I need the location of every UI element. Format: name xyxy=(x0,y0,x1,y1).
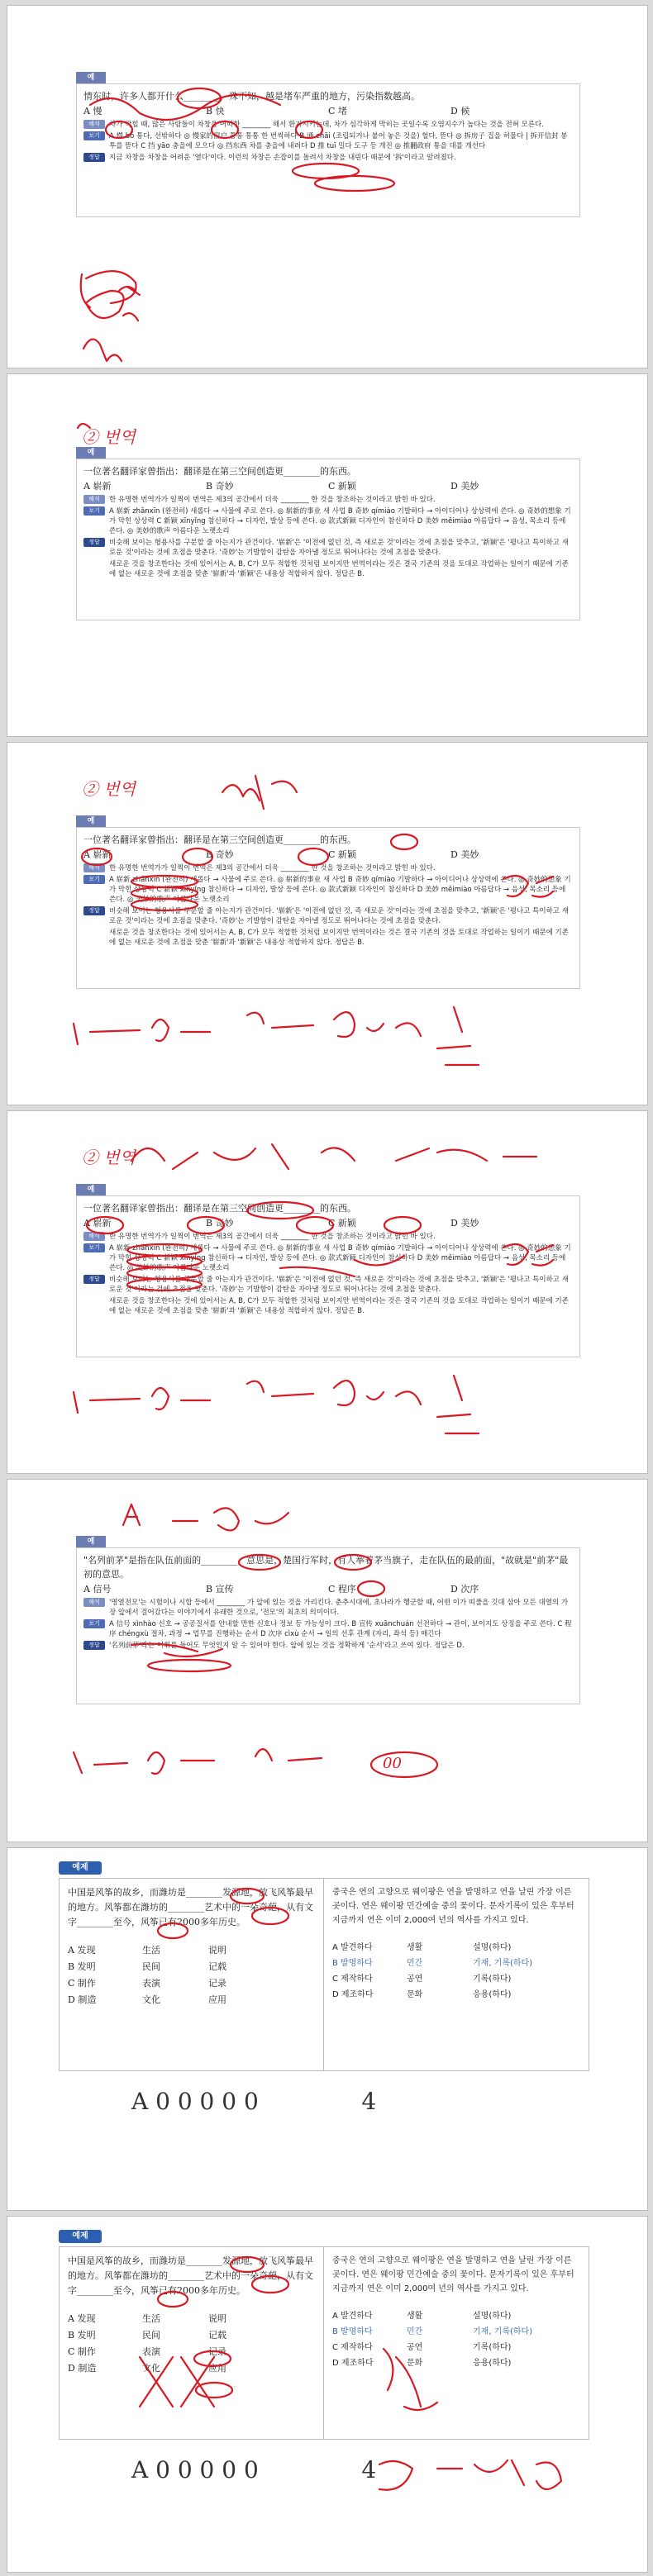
example-tag: 예 xyxy=(76,72,106,83)
option-list xyxy=(83,1584,573,1595)
opt-c-1: C 制作 xyxy=(68,2346,96,2357)
kopt-c-2: 공연 xyxy=(407,2343,423,2352)
example-tag: 예 xyxy=(76,815,106,827)
opt-c-1: C 制作 xyxy=(68,1978,96,1989)
section-label: 해석 xyxy=(83,1232,105,1241)
opt-a-1: A 发现 xyxy=(68,2313,96,2324)
opt-c-2: 表演 xyxy=(142,1978,160,1989)
option-a: A 信号 xyxy=(83,1584,112,1595)
opt-d-3: 应用 xyxy=(208,1994,226,2005)
section-label xyxy=(83,559,105,568)
kopt-c-3: 기록(하다) xyxy=(473,2343,512,2352)
option-c: C 新颖 xyxy=(328,849,356,860)
chinese-passage: 中国是风筝的故乡，而潍坊是________发源地，放飞风筝最早的地方。风筝都在潍坊的________艺术中的一朵奇葩，从有文字________至今，风筝已有2000多年历史。 xyxy=(68,2255,313,2296)
question-card xyxy=(76,459,580,620)
kopt-a-3: 설명(하다) xyxy=(473,2312,512,2321)
chinese-passage: 中国是风筝的故乡，而潍坊是________发源地，放飞风筝最早的地方。风筝都在潍坊的________艺术中的一朵奇葩，从有文字________至今，风筝已有2000多年历史。 xyxy=(68,1887,313,1927)
opt-b-1: B 发明 xyxy=(68,2330,96,2341)
handwritten-heading: ② 번역 xyxy=(82,1148,136,1167)
section-label: 보기 xyxy=(83,131,105,140)
opt-b-3: 记载 xyxy=(208,1961,226,1972)
kopt-d-2: 문화 xyxy=(407,2359,423,2368)
slide-6 xyxy=(7,1847,648,2211)
kopt-a-3: 설명(하다) xyxy=(473,1943,512,1952)
options-explain-text: A 崭新 zhǎnxīn (완전히) 새롭다 → 사물에 주로 쓴다. ◎ 崭新的事业 새 사업 B 奇妙 qímiào 기발하다 → 아이디어나 상상력에 쓴다. ◎ 奇妙的想象 기가 막힌 상상력 C 新颖 xīnyǐng 참신하다 → 디자인, 발상 등에 쓴다. ◎ 款式新颖 디자인이 참신하다 D 美妙 měimiào 아름답다 → 음성, 목소리 등에 쓴다. ◎ 美妙的歌声 아름다운 노랫소리 xyxy=(109,876,571,904)
section-label: 보기 xyxy=(83,875,105,884)
slide-5 xyxy=(7,1479,648,1842)
option-d: D 候 xyxy=(450,106,470,116)
section-label: 해석 xyxy=(83,495,105,504)
section-label: 정답 xyxy=(83,1641,105,1650)
example-tag: 예 xyxy=(76,1536,106,1547)
opt-c-3: 记录 xyxy=(208,2346,226,2357)
korean-options xyxy=(332,2309,580,2370)
slide-4 xyxy=(7,1110,648,1474)
question-text: 情东时，许多人都开什么________，殊不知，越是堵车严重的地方，污染指数越高。 xyxy=(83,91,420,102)
kopt-d-3: 응용(하다) xyxy=(473,2359,512,2368)
answer-text-continued: 새로운 것을 창조한다는 것에 있어서는 A, B, C가 모두 적합한 것처럼 보이지만 번역이라는 것은 결국 기존의 것을 토대로 작업하는 일이기 때문에 기존에 없는 새로운 것에 초점을 맞춘 '崭新'과 '新颖'은 내용상 적합하지 않다. 정답은 B. xyxy=(109,1297,569,1315)
kopt-d-1: D 제조하다 xyxy=(332,2359,374,2368)
example-tag: 예 xyxy=(76,1184,106,1195)
opt-d-1: D 制造 xyxy=(68,2363,97,2374)
opt-b-2: 民间 xyxy=(142,1961,160,1972)
section-label: 보기 xyxy=(83,1619,105,1628)
translation-text: 한 유명한 번역가가 일찍이 번역은 제3의 공간에서 더욱 ________ 한 것을 창조하는 것이라고 밝힌 바 있다. xyxy=(109,496,436,504)
opt-d-3: 应用 xyxy=(208,2363,226,2374)
kopt-b-1: B 발명하다 xyxy=(332,2327,373,2336)
question-card xyxy=(76,1547,580,1704)
chinese-column xyxy=(60,1879,324,2070)
opt-b-1: B 发明 xyxy=(68,1961,96,1972)
slide-2 xyxy=(7,373,648,737)
option-a: A 慢 xyxy=(83,106,102,116)
kopt-c-3: 기록(하다) xyxy=(473,1975,512,1984)
example-badge: 예제 xyxy=(59,2230,102,2243)
kopt-d-3: 응용(하다) xyxy=(473,1990,512,1999)
option-c: C 新颖 xyxy=(328,1218,356,1229)
section-label: 정답 xyxy=(83,538,105,547)
question-text: "名列前茅"是指在队伍前面的________，意思是，楚国行军时，有人举着茅当旗子，走在队伍的最前面，"故就是"前茅"最初的意思。 xyxy=(83,1555,569,1580)
kopt-a-1: A 발견하다 xyxy=(332,1943,373,1952)
kopt-d-2: 문화 xyxy=(407,1990,423,1999)
korean-passage: 중국은 연의 고향으로 웨이팡은 연을 발명하고 연을 날린 가장 이른 곳이다. 연은 웨이팡 민간예술 중의 꽃이다. 문자기록이 있은 후부터 지금까지 연은 이미 2,000여 년의 역사를 가지고 있다. xyxy=(332,1888,574,1925)
kopt-b-2: 민간 xyxy=(407,1959,423,1968)
option-d: D 美妙 xyxy=(450,481,479,492)
opt-d-1: D 制造 xyxy=(68,1994,97,2005)
slide-3 xyxy=(7,742,648,1105)
section-label: 정답 xyxy=(83,1275,105,1284)
question-card xyxy=(76,827,580,989)
option-b: B 宣传 xyxy=(206,1584,234,1595)
translation-text: 한 유명한 번역가가 일찍이 번역은 제3의 공간에서 더욱 ________ 한 것을 창조하는 것이라고 밝힌 바 있다. xyxy=(109,1233,436,1241)
handwritten-answer: 00 xyxy=(383,1755,402,1772)
translation-text: 한 유명한 번역가가 일찍이 번역은 제3의 공간에서 더욱 ________ 한 것을 창조하는 것이라고 밝힌 바 있다. xyxy=(109,864,436,872)
options-explain-text: A 信号 xìnhào 신호 → 공공질서를 안내할 만한 신호나 정보 등 가능성이 크다. B 宣传 xuānchuán 선전하다 → 관이, 보이지도 상징을 주로 쓴다. C 程序 chéngxù 절차, 과정 → 업무를 진행하는 순서 D 次序 cìxù 순서 → 일의 선후 관계 (자리, 좌석 등) 매긴다 xyxy=(109,1620,572,1638)
kopt-a-2: 생활 xyxy=(407,1943,423,1952)
slide-1 xyxy=(7,5,648,368)
option-a: A 崭新 xyxy=(83,1218,112,1229)
options-explain-text: A 崭新 zhǎnxīn (완전히) 새롭다 → 사물에 주로 쓴다. ◎ 崭新的事业 새 사업 B 奇妙 qímiào 기발하다 → 아이디어나 상상력에 쓴다. ◎ 奇妙的想象 기가 막힌 상상력 C 新颖 xīnyǐng 참신하다 → 디자인, 발상 등에 쓴다. ◎ 款式新颖 디자인이 참신하다 D 美妙 měimiào 아름답다 → 음성, 목소리 등에 쓴다. ◎ 美妙的歌声 아름다운 노랫소리 xyxy=(109,1244,571,1272)
answer-text: 비슷해 보이는 형용사를 구분할 줄 아는지가 관건이다. '崭新'은 '이전에 없던 것, 즉 새로운 것'이라는 것에 초점을 맞추고, '新颖'은 '평나고 특이하고 새로운 것'이라는 것에 초점을 맞춘다. '奇妙'는 기발함이 감탄을 자아낼 정도로 뛰어나다는 것에 초점을 맞춘다. xyxy=(109,539,569,557)
section-label xyxy=(83,1296,105,1305)
handwritten-heading: ② 번역 xyxy=(82,779,136,799)
section-label: 보기 xyxy=(83,1243,105,1252)
option-a: A 崭新 xyxy=(83,849,112,860)
question-card xyxy=(76,83,580,217)
section-label xyxy=(83,928,105,937)
opt-b-2: 民间 xyxy=(142,2330,160,2341)
kopt-b-2: 민간 xyxy=(407,2327,423,2336)
kopt-c-1: C 제작하다 xyxy=(332,2343,373,2352)
answer-text: 지금 차창을 차창을 어려운 '열다'이다. 이런의 차창은 손잡이를 돌려서 차창을 내린다 때문에 '拆'이라고 알려졌다. xyxy=(109,154,456,162)
opt-a-2: 生活 xyxy=(142,1945,160,1956)
example-table xyxy=(59,1878,589,2071)
option-list xyxy=(83,849,573,860)
options-explain-text: A 崭新 zhǎnxīn (완전히) 새롭다 → 사물에 주로 쓴다. ◎ 崭新的事业 새 사업 B 奇妙 qímiào 기발하다 → 아이디어나 상상력에 쓴다. ◎ 奇妙的想象 기가 막힌 상상력 C 新颖 xīnyǐng 참신하다 → 디자인, 발상 등에 쓴다. ◎ 款式新颖 디자인이 참신하다 D 美妙 měimiào 아름답다 → 음성, 목소리 등에 쓴다. ◎ 美妙的歌声 아름다운 노랫소리 xyxy=(109,507,571,535)
section-label: 해석 xyxy=(83,120,105,129)
option-a: A 崭新 xyxy=(83,481,112,492)
kopt-a-1: A 발견하다 xyxy=(332,2312,373,2321)
kopt-c-2: 공연 xyxy=(407,1975,423,1984)
korean-column xyxy=(324,2247,589,2439)
opt-c-3: 记录 xyxy=(208,1978,226,1989)
question-text: 一位著名翻译家曾指出：翻译是在第三空间创造更________的东西。 xyxy=(83,1203,356,1214)
korean-options xyxy=(332,1941,580,2002)
slide-7 xyxy=(7,2216,648,2573)
options-explain-text: A 慢 bó 통다, 선밖하다 ◎ 慢家的窗户 통통 통통 한 번씩하다 B 通 chāi (조립되거나 붙어 놓은 것을) 헐다, 뜯다 ◎ 拆房子 집을 허물다 | 拆开信封 봉투를 뜯다 C 挡 yāo 충을에 모으다 ◎ 挡东西 차를 충을에 내려다 D 推 tuī 밀다 도구 등 개진 ◎ 推翻政府 통을 대를 개선다 xyxy=(109,132,568,150)
option-c: C 程序 xyxy=(328,1584,356,1595)
translation-text: 차가 막힐 때, 많은 사람들이 차창을 어떠한 ________ 해서 환기시키는데, 차가 심각하게 막히는 곳일수록 오염지수가 높다는 것을 전혀 모른다. xyxy=(109,121,544,129)
opt-a-3: 说明 xyxy=(208,2313,226,2324)
option-d: D 次序 xyxy=(450,1584,479,1595)
option-b: B 快 xyxy=(206,106,225,116)
section-label: 정답 xyxy=(83,906,105,915)
answer-text-continued: 새로운 것을 창조한다는 것에 있어서는 A, B, C가 모두 적합한 것처럼 보이지만 번역이라는 것은 결국 기존의 것을 토대로 작업하는 일이기 때문에 기존에 없는 새로운 것에 초점을 맞춘 '崭新'과 '新颖'은 내용상 적합하지 않다. 정답은 B. xyxy=(109,929,569,947)
option-d: D 美妙 xyxy=(450,849,479,860)
example-tag: 예 xyxy=(76,447,106,459)
handwritten-heading: ② 번역 xyxy=(82,427,136,447)
section-label: 해석 xyxy=(83,1598,105,1607)
opt-c-2: 表演 xyxy=(142,2346,160,2357)
option-list xyxy=(83,1218,573,1229)
example-badge: 예제 xyxy=(59,1861,102,1875)
question-text: 一位著名翻译家曾指出：翻译是在第三空间创造更________的东西。 xyxy=(83,466,356,477)
kopt-b-1: B 발명하다 xyxy=(332,1959,373,1968)
opt-d-2: 文化 xyxy=(142,1994,160,2005)
kopt-a-2: 생활 xyxy=(407,2312,423,2321)
korean-column xyxy=(324,1879,589,2070)
kopt-c-1: C 제작하다 xyxy=(332,1975,373,1984)
handwritten-scratch: A 0 0 0 0 0 4 xyxy=(131,2456,377,2483)
answer-text: '名列前茅'라는 어휘를 들어도 무엇인지 알 수 있어야 한다. 앞에 있는 것을 정확하게 '순서'라고 쓰여 있다. 정답은 D. xyxy=(109,1642,465,1650)
option-b: B 奇妙 xyxy=(206,849,234,860)
chinese-options xyxy=(68,2312,315,2376)
translation-text: '명열전모'는 시험이나 시합 등에서 ________ 가 앞에 있는 것을 가리킨다. 춘추시대에, 초나라가 행군할 때, 어떤 이가 띠풀을 깃대 삼아 모든 대열의 가장 앞에서 걸어갔다는 이야기에서 유래한 것으로, '전모'의 최초의 의미이다. xyxy=(109,1599,569,1617)
answer-text-continued: 새로운 것을 창조한다는 것에 있어서는 A, B, C가 모두 적합한 것처럼 보이지만 번역이라는 것은 결국 기존의 것을 토대로 작업하는 일이기 때문에 기존에 없는 새로운 것에 초점을 맞춘 '崭新'과 '新颖'은 내용상 적합하지 않다. 정답은 B. xyxy=(109,560,569,578)
example-table xyxy=(59,2246,589,2440)
option-b: B 奇妙 xyxy=(206,481,234,492)
opt-d-2: 文化 xyxy=(142,2363,160,2374)
option-b: B 奇妙 xyxy=(206,1218,234,1229)
option-list xyxy=(83,481,573,492)
option-d: D 美妙 xyxy=(450,1218,479,1229)
answer-text: 비슷해 보이는 형용사를 구분할 줄 아는지가 관건이다. '崭新'은 '이전에 없던 것, 즉 새로운 것'이라는 것에 초점을 맞추고, '新颖'은 '평나고 특이하고 새로운 것'이라는 것에 초점을 맞춘다. '奇妙'는 기발함이 감탄을 자아낼 정도로 뛰어나다는 것에 초점을 맞춘다. xyxy=(109,1276,569,1294)
section-label: 보기 xyxy=(83,506,105,516)
opt-a-3: 说明 xyxy=(208,1945,226,1956)
kopt-d-1: D 제조하다 xyxy=(332,1990,374,1999)
answer-text: 비슷해 보이는 형용사를 구분할 줄 아는지가 관건이다. '崭新'은 '이전에 없던 것, 즉 새로운 것'이라는 것에 초점을 맞추고, '新颖'은 '평나고 특이하고 새로운 것'이라는 것에 초점을 맞춘다. '奇妙'는 기발함이 감탄을 자아낼 정도로 뛰어나다는 것에 초점을 맞춘다. xyxy=(109,907,569,925)
opt-a-1: A 发现 xyxy=(68,1945,96,1956)
question-card xyxy=(76,1195,580,1357)
opt-b-3: 记载 xyxy=(208,2330,226,2341)
kopt-b-3: 기재, 기록(하다) xyxy=(473,2327,533,2336)
kopt-b-3: 기재, 기록(하다) xyxy=(473,1959,533,1968)
handwritten-scratch: A 0 0 0 0 0 4 xyxy=(131,2088,377,2115)
option-c: C 堵 xyxy=(328,106,347,116)
section-label: 해석 xyxy=(83,863,105,872)
opt-a-2: 生活 xyxy=(142,2313,160,2324)
option-c: C 新颖 xyxy=(328,481,356,492)
section-label: 정답 xyxy=(83,153,105,162)
korean-passage: 중국은 연의 고향으로 웨이팡은 연을 발명하고 연을 날린 가장 이른 곳이다. 연은 웨이팡 민간예술 중의 꽃이다. 문자기록이 있은 후부터 지금까지 연은 이미 2,000여 년의 역사를 가지고 있다. xyxy=(332,2256,574,2293)
chinese-options xyxy=(68,1943,315,2008)
option-list xyxy=(83,106,573,116)
question-text: 一位著名翻译家曾指出：翻译是在第三空间创造更________的东西。 xyxy=(83,834,356,845)
chinese-column xyxy=(60,2247,324,2439)
